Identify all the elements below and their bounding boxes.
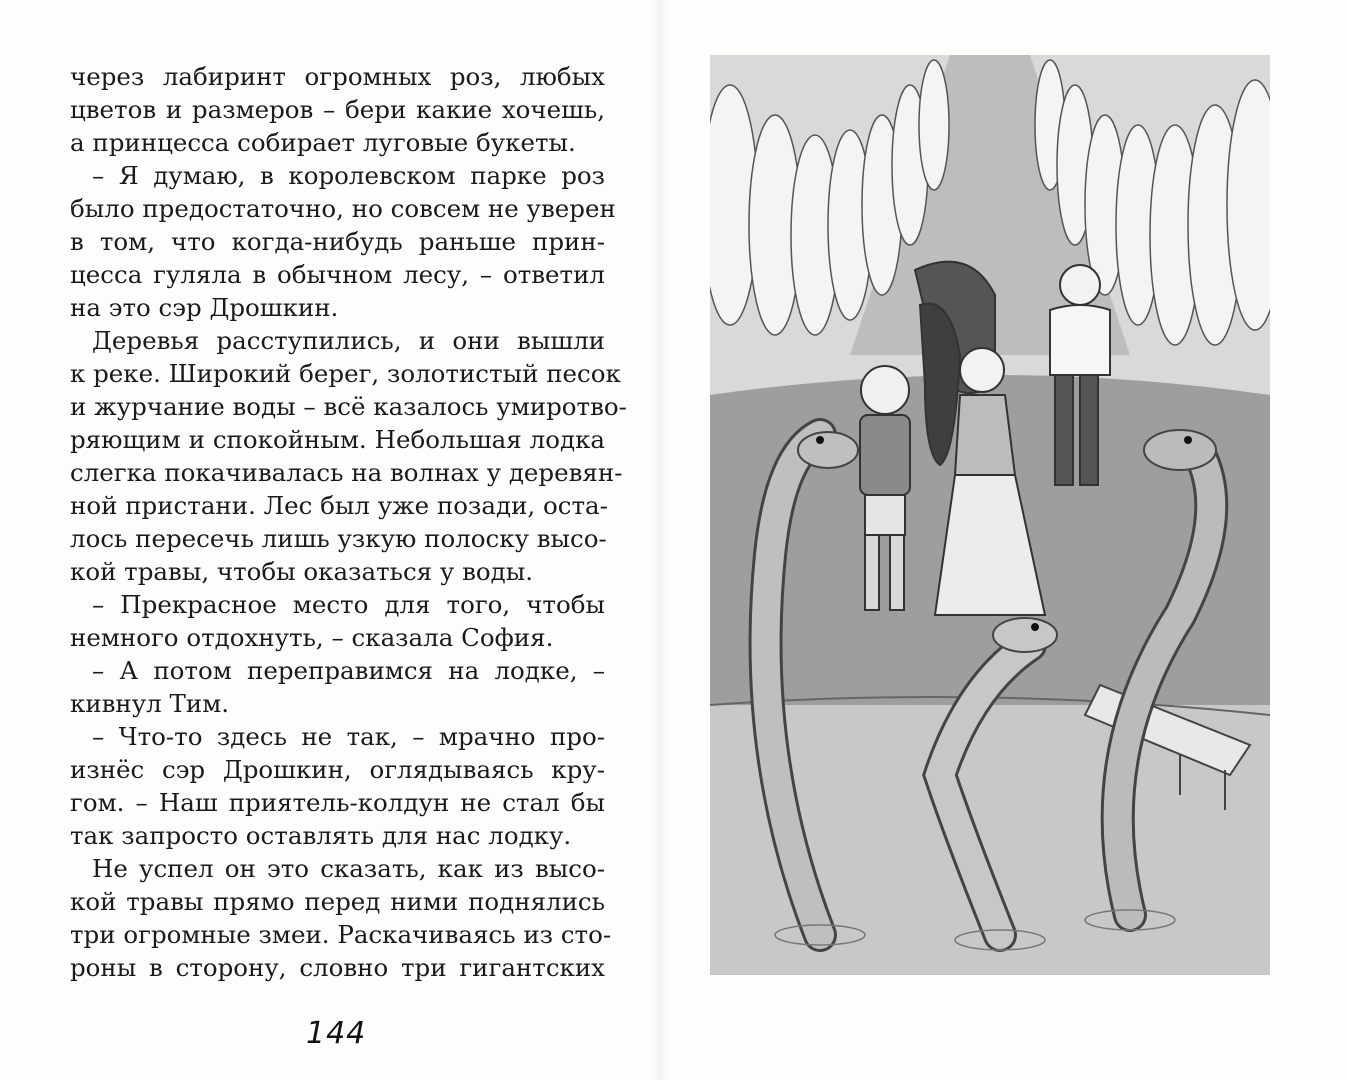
text-line-18: немного отдохнуть, – сказала София.: [70, 623, 554, 652]
text-line-17: – Прекрасное место для того, чтобы: [92, 590, 605, 619]
text-line-19: – А потом переправимся на лодке, –: [92, 656, 605, 685]
text-line-15: лось пересечь лишь узкую полоску высо-: [70, 524, 607, 553]
text-line-24: так запросто оставлять для нас лодку.: [70, 821, 572, 850]
text-line-8: на это сэр Дрошкин.: [70, 293, 339, 322]
text-line-16: кой травы, чтобы оказаться у воды.: [70, 557, 534, 586]
text-line-12: ряющим и спокойным. Небольшая лодка: [70, 425, 605, 454]
text-line-1: через лабиринт огромных роз, любых: [70, 62, 605, 91]
text-line-7: цесса гуляла в обычном лесу, – ответил: [70, 260, 605, 289]
text-line-23: гом. – Наш приятель-колдун не стал бы: [70, 788, 605, 817]
text-line-9: Деревья расступились, и они вышли: [92, 326, 605, 355]
text-line-14: ной пристани. Лес был уже позади, оста-: [70, 491, 608, 520]
text-line-11: и журчание воды – всё казалось умиротво-: [70, 392, 627, 421]
text-line-2: цветов и размеров – бери какие хочешь,: [70, 95, 605, 124]
text-line-5: было предостаточно, но совсем не уверен: [70, 194, 616, 223]
text-line-10: к реке. Широкий берег, золотистый песок: [70, 359, 621, 388]
page-number: 144: [306, 1016, 367, 1051]
text-line-22: изнёс сэр Дрошкин, оглядываясь кру-: [70, 755, 605, 784]
text-line-4: – Я думаю, в королевском парке роз: [92, 161, 605, 190]
text-line-3: а принцесса собирает луговые букеты.: [70, 128, 576, 157]
sea-serpents-illustration-icon: [710, 55, 1270, 975]
text-line-13: слегка покачивалась на волнах у деревян-: [70, 458, 623, 487]
text-line-21: – Что-то здесь не так, – мрачно про-: [92, 722, 605, 751]
text-line-28: роны в сторону, словно три гигантских: [70, 953, 605, 982]
book-gutter: [650, 0, 670, 1080]
text-line-25: Не успел он это сказать, как из высо-: [92, 854, 605, 883]
text-line-6: в том, что когда-нибудь раньше прин-: [70, 227, 605, 256]
text-line-20: кивнул Тим.: [70, 689, 230, 718]
text-line-27: три огромные змеи. Раскачиваясь из сто-: [70, 920, 612, 949]
text-line-26: кой травы прямо перед ними поднялись: [70, 887, 605, 916]
